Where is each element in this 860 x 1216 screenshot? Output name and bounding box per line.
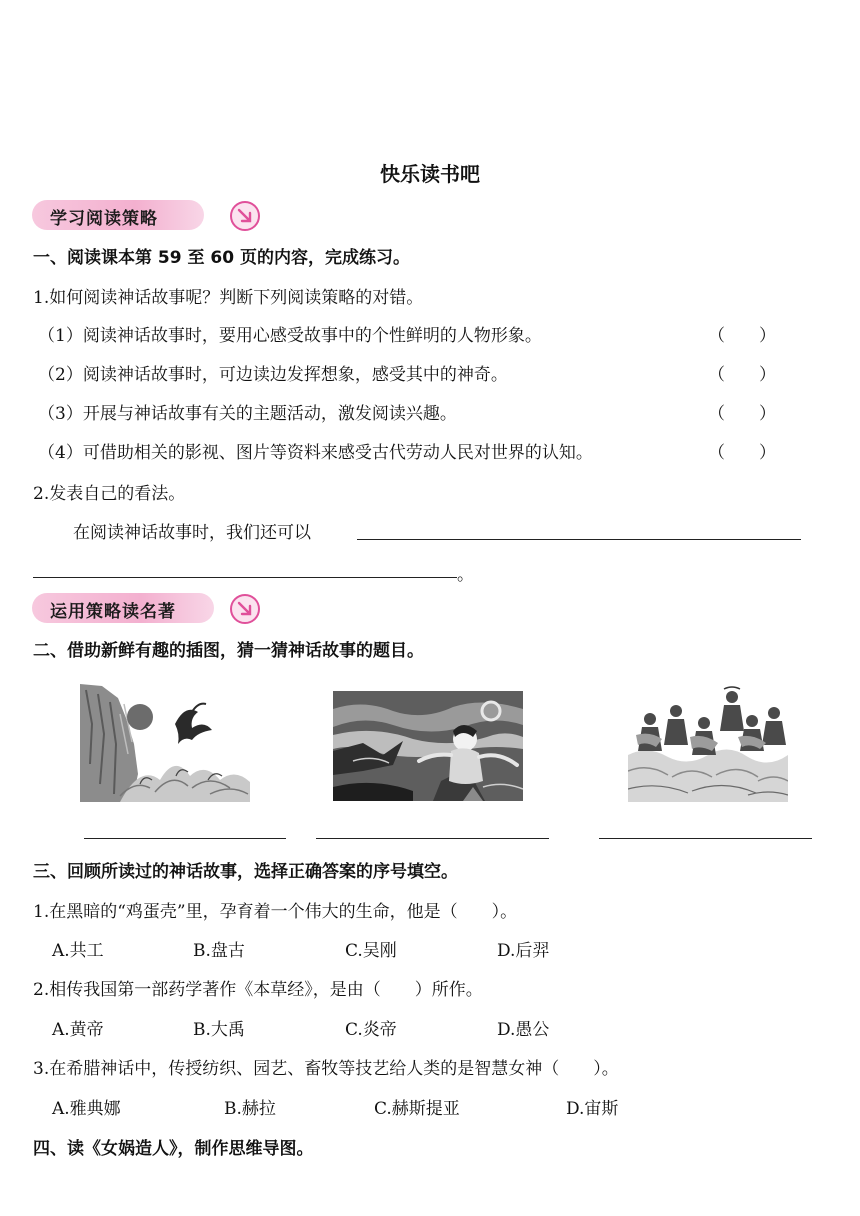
question-1: 1.如何阅读神话故事呢？判断下列阅读策略的对错。 [33,288,424,308]
option-c[interactable]: C.赫斯提亚 [374,1099,460,1119]
banner-label: 运用策略读名著 [50,602,176,622]
section3-heading: 三、回顾所读过的神话故事，选择正确答案的序号填空。 [33,862,458,882]
choice-question-1: 1.在黑暗的“鸡蛋壳”里，孕育着一个伟大的生命，他是（ ）。 [33,902,518,922]
answer-line-end: 。 [457,565,474,585]
judge-item-2: （2）阅读神话故事时，可边读边发挥想象，感受其中的神奇。 [38,365,508,385]
choice-question-3: 3.在希腊神话中，传授纺织、园艺、畜牧等技艺给人类的是智慧女神（ ）。 [33,1059,619,1079]
section2-heading: 二、借助新鲜有趣的插图，猜一猜神话故事的题目。 [33,641,424,661]
option-b[interactable]: B.盘古 [193,941,245,961]
answer-line-illustration-2[interactable] [316,838,549,839]
answer-line-illustration-1[interactable] [84,838,286,839]
option-a[interactable]: A.共工 [52,941,104,961]
choice-question-2: 2.相传我国第一部药学著作《本草经》，是由（ ）所作。 [33,980,483,1000]
judge-item-3: （3）开展与神话故事有关的主题活动，激发阅读兴趣。 [38,404,457,424]
option-b[interactable]: B.赫拉 [224,1099,276,1119]
judge-item-4: （4）可借助相关的影视、图片等资料来感受古代劳动人民对世界的认知。 [38,443,593,463]
question-2: 2.发表自己的看法。 [33,484,186,504]
arrow-circle-icon [230,201,260,231]
judge-item-1: （1）阅读神话故事时，要用心感受故事中的个性鲜明的人物形象。 [38,326,542,346]
illustration-bird-and-sea [80,684,250,802]
answer-paren-4[interactable]: （ ） [708,443,776,463]
section4-heading: 四、读《女娲造人》，制作思维导图。 [33,1139,314,1159]
opinion-prompt: 在阅读神话故事时，我们还可以 [73,523,311,543]
banner-label: 学习阅读策略 [50,209,158,229]
answer-line-1[interactable] [357,539,801,540]
answer-paren-3[interactable]: （ ） [708,404,776,424]
option-c[interactable]: C.吴刚 [345,941,397,961]
option-a[interactable]: A.黄帝 [52,1020,104,1040]
option-c[interactable]: C.炎帝 [345,1020,397,1040]
option-a[interactable]: A.雅典娜 [52,1099,121,1119]
illustration-immortals-crossing-sea [628,685,788,802]
answer-line-2[interactable] [33,577,457,578]
answer-paren-1[interactable]: （ ） [708,326,776,346]
option-d[interactable]: D.宙斯 [566,1099,619,1119]
page-title: 快乐读书吧 [380,162,480,186]
option-d[interactable]: D.后羿 [497,941,550,961]
banner-reading-strategy [32,200,272,230]
banner-read-classics [32,593,272,623]
option-d[interactable]: D.愚公 [497,1020,550,1040]
illustration-girl-and-sea [333,691,523,801]
answer-line-illustration-3[interactable] [599,838,812,839]
section1-heading: 一、阅读课本第 59 至 60 页的内容，完成练习。 [33,248,410,268]
option-b[interactable]: B.大禹 [193,1020,245,1040]
answer-paren-2[interactable]: （ ） [708,365,776,385]
arrow-circle-icon [230,594,260,624]
